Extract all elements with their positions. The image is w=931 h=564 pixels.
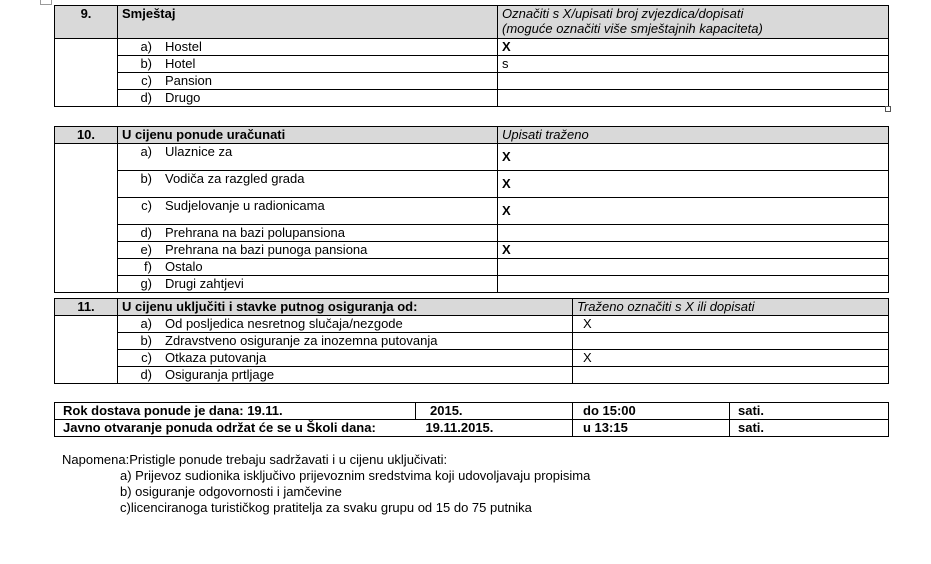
option-text: Sudjelovanje u radionicama xyxy=(165,198,325,213)
option-text: Otkaza putovanja xyxy=(165,350,267,365)
table-row xyxy=(55,73,889,90)
table-row xyxy=(55,225,889,242)
opening-cell xyxy=(55,420,573,437)
option-label: e) xyxy=(140,242,152,257)
table-row xyxy=(55,171,889,198)
section-number: 10. xyxy=(55,127,118,144)
table-row xyxy=(55,350,889,367)
value-cell[interactable] xyxy=(498,90,889,107)
note-intro: Napomena:Pristigle ponude trebaju sadržavati i u cijenu uključivati: xyxy=(62,452,448,467)
option-label: b) xyxy=(140,56,152,71)
option-label: a) xyxy=(140,39,152,54)
option-text: Drugi zahtjevi xyxy=(165,276,244,291)
value-cell[interactable] xyxy=(498,259,889,276)
table-resize-handle[interactable] xyxy=(885,106,891,112)
accommodation-table xyxy=(54,5,889,107)
table-row xyxy=(55,90,889,107)
value-cell[interactable]: X xyxy=(573,350,889,367)
value-cell[interactable] xyxy=(573,333,889,350)
note-item: a) Prijevoz sudionika isključivo prijevoznim sredstvima koji udovoljavaju propisima xyxy=(120,468,591,483)
table-header-row xyxy=(55,127,889,144)
option-text: Zdravstveno osiguranje za inozemna putovanja xyxy=(165,333,438,348)
option-label: c) xyxy=(141,198,152,213)
table-header-row xyxy=(55,299,889,316)
instruction-line: (moguće označiti više smještajnih kapaciteta) xyxy=(502,21,763,36)
option-cell xyxy=(118,316,573,333)
section-instruction xyxy=(498,6,889,39)
option-label: a) xyxy=(140,144,152,159)
value-cell[interactable]: X xyxy=(498,39,889,56)
value-cell[interactable] xyxy=(498,73,889,90)
section-title: Smještaj xyxy=(118,6,498,39)
table-row xyxy=(55,316,889,333)
option-text: Prehrana na bazi punoga pansiona xyxy=(165,242,368,257)
value-cell[interactable] xyxy=(498,276,889,293)
option-label: a) xyxy=(140,316,152,331)
option-cell xyxy=(118,225,498,242)
value-cell[interactable]: s xyxy=(498,56,889,73)
table-row xyxy=(55,242,889,259)
instruction-line: Označiti s X/upisati broj zvjezdica/dopisati xyxy=(502,6,744,21)
empty-cell xyxy=(55,316,118,384)
table-row xyxy=(55,39,889,56)
section-number: 9. xyxy=(55,6,118,39)
option-text: Ulaznice za xyxy=(165,144,233,159)
value-cell[interactable]: X xyxy=(498,144,889,171)
option-cell xyxy=(118,333,573,350)
value-cell[interactable]: X xyxy=(573,316,889,333)
deadline-label: Rok dostava ponude je dana: 19.11. xyxy=(55,403,416,420)
insurance-table xyxy=(54,298,889,384)
deadline-time[interactable]: do 15:00 xyxy=(573,403,730,420)
table-anchor-icon[interactable] xyxy=(40,0,52,5)
deadline-year[interactable]: 2015. xyxy=(416,403,573,420)
table-row xyxy=(55,420,889,437)
option-cell xyxy=(118,90,498,107)
option-text: Prehrana na bazi polupansiona xyxy=(165,225,345,240)
table-row xyxy=(55,367,889,384)
note-item: b) osiguranje odgovornosti i jamčevine xyxy=(120,484,342,499)
option-text: Hotel xyxy=(165,56,196,71)
value-cell[interactable] xyxy=(498,225,889,242)
option-cell xyxy=(118,276,498,293)
table-row xyxy=(55,276,889,293)
option-cell xyxy=(118,144,498,171)
section-title: U cijenu ponude uračunati xyxy=(118,127,498,144)
option-text: Vodiča za razgled grada xyxy=(165,171,305,186)
option-text: Pansion xyxy=(165,73,212,88)
value-cell[interactable]: X xyxy=(498,198,889,225)
note-block xyxy=(62,452,590,516)
opening-label: Javno otvaranje ponuda održat će se u Školi dana: xyxy=(63,420,376,435)
option-text: Od posljedica nesretnog slučaja/nezgode xyxy=(165,316,403,331)
option-label: c) xyxy=(141,350,152,365)
option-text: Drugo xyxy=(165,90,201,105)
deadline-unit: sati. xyxy=(730,403,889,420)
option-cell xyxy=(118,171,498,198)
value-cell[interactable]: X xyxy=(498,171,889,198)
table-row xyxy=(55,403,889,420)
opening-time[interactable]: u 13:15 xyxy=(573,420,730,437)
option-label: f) xyxy=(144,259,152,274)
empty-cell xyxy=(55,39,118,107)
option-cell xyxy=(118,259,498,276)
value-cell[interactable]: X xyxy=(498,242,889,259)
option-label: b) xyxy=(140,171,152,186)
opening-unit: sati. xyxy=(730,420,889,437)
option-cell xyxy=(118,56,498,73)
deadline-table xyxy=(54,402,889,437)
option-label: g) xyxy=(140,276,152,291)
option-text: Hostel xyxy=(165,39,202,54)
note-item: c)licenciranoga turističkog pratitelja za svaku grupu od 15 do 75 putnika xyxy=(120,500,532,515)
included-items-table xyxy=(54,126,889,293)
option-label: d) xyxy=(140,90,152,105)
option-text: Osiguranja prtljage xyxy=(165,367,275,382)
option-cell xyxy=(118,367,573,384)
option-label: d) xyxy=(140,225,152,240)
table-row xyxy=(55,144,889,171)
empty-cell xyxy=(55,144,118,293)
table-row xyxy=(55,198,889,225)
option-label: d) xyxy=(140,367,152,382)
option-label: b) xyxy=(140,333,152,348)
option-label: c) xyxy=(141,73,152,88)
section-instruction: Traženo označiti s X ili dopisati xyxy=(573,299,889,316)
option-cell xyxy=(118,73,498,90)
section-title: U cijenu uključiti i stavke putnog osiguranja od: xyxy=(118,299,573,316)
table-header-row xyxy=(55,6,889,39)
option-text: Ostalo xyxy=(165,259,203,274)
option-cell xyxy=(118,242,498,259)
option-cell xyxy=(118,198,498,225)
option-cell xyxy=(118,350,573,367)
section-number: 11. xyxy=(55,299,118,316)
table-row xyxy=(55,56,889,73)
table-row xyxy=(55,333,889,350)
opening-date[interactable]: 19.11.2015. xyxy=(425,420,494,435)
section-instruction: Upisati traženo xyxy=(498,127,889,144)
table-row xyxy=(55,259,889,276)
option-cell xyxy=(118,39,498,56)
value-cell[interactable] xyxy=(573,367,889,384)
